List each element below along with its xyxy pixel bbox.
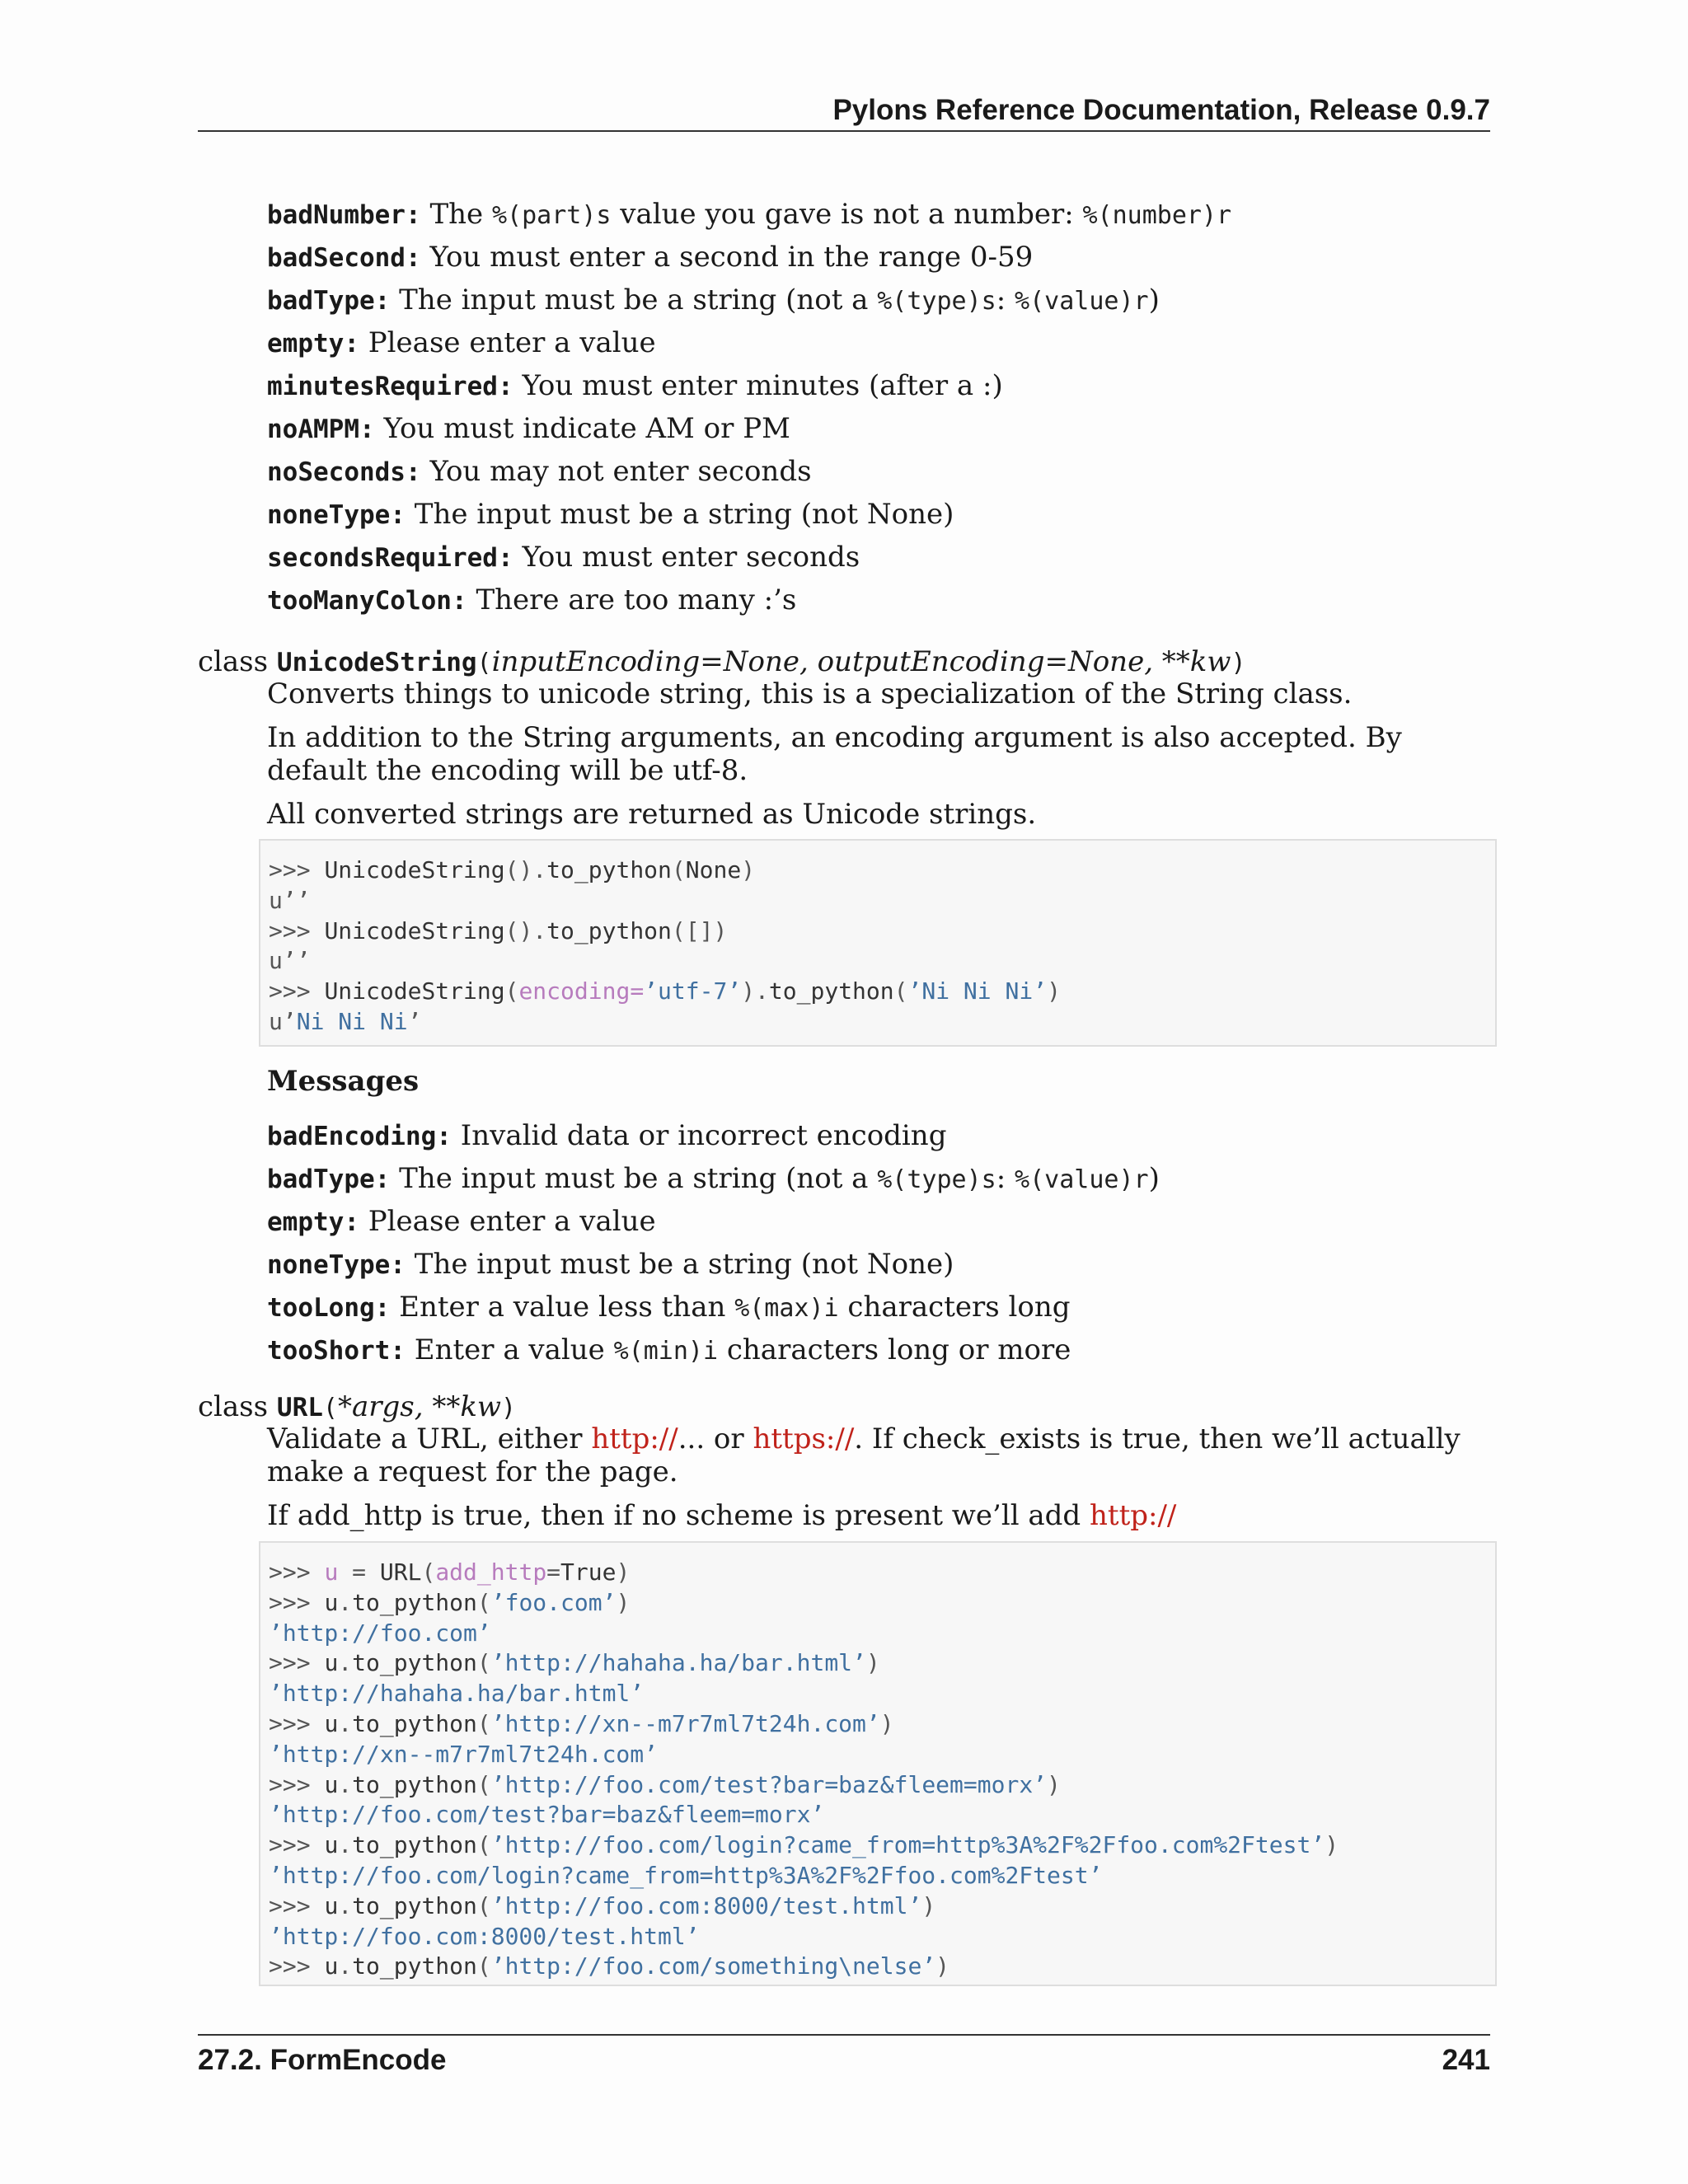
- url-desc-text: . If check_exists is true, then we’ll actually make a request for the page.: [267, 1422, 1461, 1488]
- code-token: (: [476, 1709, 491, 1737]
- class-name: UnicodeString: [276, 648, 477, 677]
- code-line: [269, 1619, 1487, 1649]
- code-token: ’http://foo.com/login?came_from=http%3A%2F%2Ffoo.com%2Ftest’: [269, 1861, 1103, 1889]
- code-token: >>>: [269, 916, 325, 944]
- code-token: ’foo.com’: [490, 1588, 617, 1616]
- code-token: >>>: [269, 856, 325, 883]
- message-entry: [267, 537, 860, 579]
- code-token: ([]): [671, 916, 728, 944]
- code-token: to_python: [352, 1891, 477, 1919]
- message-entry: [267, 1286, 1071, 1329]
- message-entry: [267, 194, 1231, 237]
- code-token: .: [338, 1831, 353, 1859]
- code-token: UnicodeString: [324, 977, 505, 1005]
- page-number: 241: [1442, 2044, 1490, 2076]
- code-token: URL: [379, 1558, 422, 1586]
- message-key: noSeconds:: [267, 457, 421, 487]
- code-line: [269, 1558, 1487, 1588]
- code-token: ’http://foo.com:8000/test.html’: [490, 1891, 922, 1919]
- message-entry: [267, 1244, 954, 1286]
- message-entry: [267, 365, 1003, 407]
- code-token: ): [921, 1891, 936, 1919]
- message-key: noAMPM:: [267, 415, 375, 444]
- message-entry: [267, 237, 1033, 279]
- message-key: badSecond:: [267, 243, 421, 273]
- code-token: UnicodeString: [324, 856, 505, 883]
- code-line: [269, 855, 1487, 886]
- message-format-placeholder: %(value)r: [1015, 287, 1149, 316]
- message-format-placeholder: %(part)s: [491, 201, 612, 230]
- url-desc-text: ... or: [678, 1422, 753, 1455]
- message-key: tooManyColon:: [267, 586, 467, 616]
- message-key: badType:: [267, 286, 391, 316]
- message-text: The input must be a string (not a: [399, 1162, 878, 1195]
- https-link[interactable]: https://: [753, 1422, 855, 1455]
- url-description: [267, 1422, 1490, 1488]
- code-token: ().: [504, 916, 547, 944]
- unicodestring-description: Converts things to unicode string, this is a specialization of the String class.: [267, 677, 1353, 710]
- code-token: (: [421, 1558, 436, 1586]
- message-text: characters long: [838, 1291, 1071, 1324]
- code-token: >>>: [269, 1891, 325, 1919]
- code-token: to_python: [546, 916, 672, 944]
- paren-close: ): [501, 1394, 517, 1422]
- code-token: >>>: [269, 1709, 325, 1737]
- message-text: value you gave is not a number:: [611, 198, 1083, 231]
- code-token: ’http://foo.com:8000/test.html’: [269, 1922, 700, 1950]
- message-entry: [267, 1329, 1071, 1372]
- code-token: to_python: [352, 1649, 477, 1677]
- code-block-url: [259, 1541, 1497, 1986]
- code-token: u: [324, 1831, 339, 1859]
- code-line: [269, 977, 1487, 1007]
- class-params: *args, **kw: [337, 1390, 502, 1423]
- code-token: to_python: [352, 1952, 477, 1980]
- code-token: ): [935, 1952, 950, 1980]
- url-desc-text: Validate a URL, either: [267, 1422, 592, 1455]
- message-key: minutesRequired:: [267, 372, 513, 401]
- code-line: [269, 1952, 1487, 1982]
- code-token: =: [546, 1558, 561, 1586]
- code-line: [269, 1588, 1487, 1619]
- message-key: noneType:: [267, 500, 406, 530]
- message-format-placeholder: %(min)i: [613, 1337, 719, 1366]
- code-token: ’http://foo.com/login?came_from=http%3A%2F%2Ffoo.com%2Ftest’: [490, 1831, 1325, 1859]
- message-key: secondsRequired:: [267, 543, 513, 573]
- http-link[interactable]: http://: [591, 1422, 678, 1455]
- code-token: u: [324, 1649, 339, 1677]
- code-line: [269, 946, 1487, 977]
- url-add-http-note: [267, 1499, 1490, 1532]
- unicodestring-signature: [198, 643, 1246, 682]
- code-token: (: [476, 1588, 491, 1616]
- code-token: (: [476, 1770, 491, 1798]
- code-line: [269, 886, 1487, 916]
- code-line: [269, 916, 1487, 947]
- code-token: to_python: [546, 856, 672, 883]
- code-token: (: [476, 1952, 491, 1980]
- message-entry: [267, 322, 656, 364]
- code-line: [269, 1679, 1487, 1709]
- code-token: u: [324, 1558, 339, 1586]
- message-key: empty:: [267, 329, 359, 359]
- message-entry: [267, 1158, 1160, 1201]
- code-token: ): [865, 1649, 880, 1677]
- code-token: .: [338, 1952, 353, 1980]
- code-line: [269, 1770, 1487, 1801]
- code-token: u’: [269, 1007, 297, 1035]
- code-token: u: [324, 1891, 339, 1919]
- message-text: ): [1148, 1162, 1160, 1195]
- message-format-placeholder: %(type)s: [877, 1165, 996, 1194]
- message-text: Enter a value less than: [399, 1291, 735, 1324]
- message-entry: [267, 579, 796, 621]
- code-token: (: [476, 1831, 491, 1859]
- code-token: >>>: [269, 1588, 325, 1616]
- code-token: (: [476, 1649, 491, 1677]
- code-token: ): [616, 1588, 631, 1616]
- message-format-placeholder: %(value)r: [1015, 1165, 1149, 1194]
- unicodestring-return-note: All converted strings are returned as Unicode strings.: [267, 798, 1037, 831]
- paren-open: (: [322, 1394, 338, 1422]
- message-text: You may not enter seconds: [429, 455, 812, 488]
- code-token: u: [324, 1588, 339, 1616]
- message-entry: [267, 1115, 946, 1157]
- code-token: u’’: [269, 886, 311, 914]
- code-token: Ni Ni Ni: [296, 1007, 408, 1035]
- code-token: =: [338, 1558, 380, 1586]
- code-token: ): [879, 1709, 894, 1737]
- message-entry: [267, 279, 1160, 322]
- http-link[interactable]: http://: [1090, 1499, 1177, 1532]
- footer-rule: [198, 2034, 1490, 2036]
- code-token: ’http://foo.com/test?bar=baz&fleem=morx’: [269, 1801, 825, 1829]
- code-token: .: [338, 1770, 353, 1798]
- url-signature: [198, 1388, 516, 1427]
- code-token: ): [1047, 1770, 1061, 1798]
- code-token: ’http://foo.com/something\nelse’: [490, 1952, 936, 1980]
- code-token: ’http://xn--m7r7ml7t24h.com’: [490, 1709, 880, 1737]
- code-token: (: [893, 977, 908, 1005]
- code-token: ): [1047, 977, 1061, 1005]
- code-token: .: [338, 1649, 353, 1677]
- header-rule: [198, 130, 1490, 132]
- code-token: ’http://hahaha.ha/bar.html’: [490, 1649, 866, 1677]
- message-text: characters long or more: [718, 1333, 1071, 1366]
- message-format-placeholder: %(max)i: [734, 1294, 839, 1323]
- message-text: The input must be a string (not a: [399, 284, 878, 316]
- message-key: tooShort:: [267, 1336, 406, 1366]
- code-line: [269, 1922, 1487, 1952]
- code-line: [269, 1800, 1487, 1830]
- code-token: to_python: [768, 977, 894, 1005]
- code-token: u: [324, 1770, 339, 1798]
- code-token: u’’: [269, 947, 311, 975]
- code-token: (: [671, 856, 686, 883]
- message-key: badType:: [267, 1165, 391, 1194]
- code-token: .: [338, 1709, 353, 1737]
- code-token: encoding: [518, 977, 631, 1005]
- code-token: to_python: [352, 1770, 477, 1798]
- code-line: [269, 1861, 1487, 1891]
- code-token: ().: [504, 856, 547, 883]
- code-token: ’utf-7’: [644, 977, 742, 1005]
- message-text: Enter a value: [414, 1333, 614, 1366]
- code-token: >>>: [269, 1831, 325, 1859]
- code-token: .: [338, 1588, 353, 1616]
- message-entry: [267, 494, 954, 536]
- code-token: add_http: [435, 1558, 547, 1586]
- code-token: ’http://xn--m7r7ml7t24h.com’: [269, 1740, 659, 1768]
- code-token: .: [338, 1891, 353, 1919]
- code-token: >>>: [269, 1649, 325, 1677]
- code-token: ’: [407, 1007, 422, 1035]
- code-line: [269, 1648, 1487, 1679]
- code-block-unicodestring: [259, 839, 1497, 1047]
- message-text: There are too many :’s: [476, 583, 797, 616]
- message-key: badEncoding:: [267, 1122, 452, 1151]
- message-text: You must enter a second in the range 0-59: [429, 241, 1034, 274]
- code-token: ): [741, 856, 756, 883]
- code-token: UnicodeString: [324, 916, 505, 944]
- code-token: ’Ni Ni Ni’: [907, 977, 1048, 1005]
- code-token: >>>: [269, 977, 325, 1005]
- code-token: >>>: [269, 1770, 325, 1798]
- footer-section: 27.2. FormEncode: [198, 2044, 447, 2076]
- code-token: ): [1325, 1831, 1339, 1859]
- message-entry: [267, 1201, 656, 1243]
- code-line: [269, 1740, 1487, 1770]
- message-text: Please enter a value: [368, 1205, 656, 1238]
- code-token: ’http://foo.com/test?bar=baz&fleem=morx’: [490, 1770, 1048, 1798]
- message-text: ): [1148, 284, 1160, 316]
- code-token: >>>: [269, 1558, 325, 1586]
- code-token: ): [616, 1558, 631, 1586]
- message-text: You must indicate AM or PM: [383, 412, 790, 445]
- message-text: You must enter seconds: [522, 541, 860, 574]
- message-entry: [267, 408, 790, 450]
- code-token: None: [685, 856, 742, 883]
- message-entry: [267, 451, 812, 493]
- message-format-placeholder: %(type)s: [877, 287, 996, 316]
- code-token: True: [560, 1558, 617, 1586]
- message-format-placeholder: %(number)r: [1082, 201, 1232, 230]
- message-key: badNumber:: [267, 200, 421, 230]
- code-token: to_python: [352, 1588, 477, 1616]
- message-key: empty:: [267, 1207, 359, 1237]
- message-text: The input must be a string (not None): [414, 498, 954, 531]
- class-keyword: class: [198, 1390, 269, 1423]
- class-keyword: class: [198, 645, 269, 678]
- code-token: ’http://foo.com’: [269, 1619, 491, 1647]
- message-text: Invalid data or incorrect encoding: [460, 1119, 947, 1152]
- code-token: ’http://hahaha.ha/bar.html’: [269, 1680, 645, 1708]
- message-key: noneType:: [267, 1250, 406, 1280]
- code-token: u: [324, 1709, 339, 1737]
- code-token: >>>: [269, 1952, 325, 1980]
- code-line: [269, 1007, 1487, 1038]
- code-line: [269, 1830, 1487, 1861]
- code-line: [269, 1709, 1487, 1740]
- code-line: [269, 1891, 1487, 1922]
- paren-close: ): [1231, 649, 1246, 677]
- class-params: inputEncoding=None, outputEncoding=None, **kw: [491, 645, 1231, 678]
- unicodestring-encoding-note: In addition to the String arguments, an encoding argument is also accepted. By default the encoding will be utf-8.: [267, 721, 1402, 787]
- code-token: u: [324, 1952, 339, 1980]
- message-text: The input must be a string (not None): [414, 1248, 954, 1281]
- code-token: (: [476, 1891, 491, 1919]
- message-text: :: [996, 1162, 1015, 1195]
- url-note-text: If add_http is true, then if no scheme is present we’ll add: [267, 1499, 1090, 1532]
- code-token: to_python: [352, 1709, 477, 1737]
- code-token: =: [630, 977, 645, 1005]
- message-text: Please enter a value: [368, 326, 656, 359]
- code-token: (: [504, 977, 519, 1005]
- message-key: tooLong:: [267, 1293, 391, 1323]
- message-text: You must enter minutes (after a :): [522, 369, 1003, 402]
- class-name: URL: [276, 1393, 323, 1422]
- code-token: to_python: [352, 1831, 477, 1859]
- messages-heading: Messages: [267, 1065, 420, 1098]
- running-header: Pylons Reference Documentation, Release 0.9.7: [832, 94, 1490, 126]
- message-text: :: [996, 284, 1015, 316]
- message-text: The: [429, 198, 492, 231]
- paren-open: (: [476, 649, 492, 677]
- code-token: ).: [741, 977, 769, 1005]
